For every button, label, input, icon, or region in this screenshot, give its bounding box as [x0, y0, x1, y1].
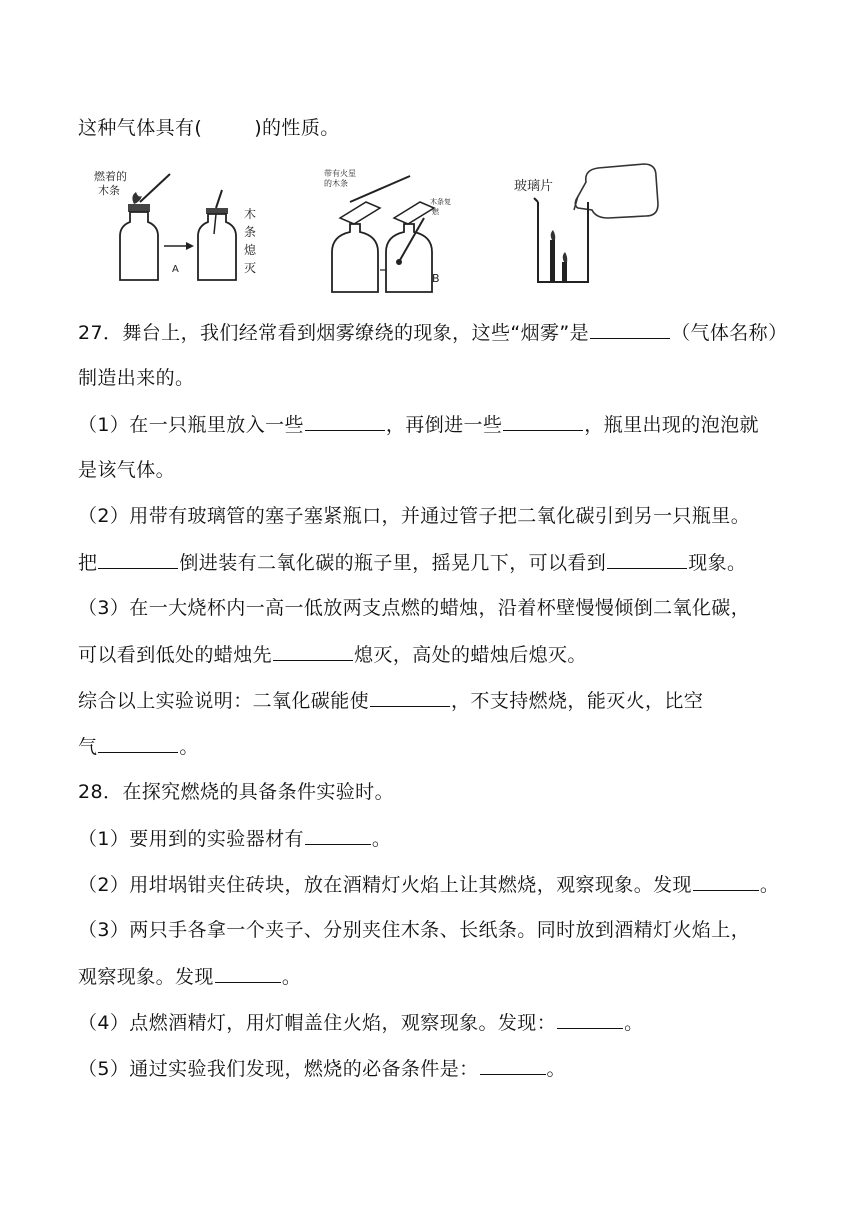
q27-text: 熄灭，高处的蜡烛后熄灭。	[354, 644, 587, 666]
letter-a: A	[172, 264, 179, 275]
label-a-right-3: 熄	[244, 243, 257, 257]
q28-part3-cont	[78, 964, 301, 989]
q28-part1	[78, 826, 391, 851]
q28-text: 。	[371, 828, 392, 850]
q27-part3: （3）在一大烧杯内一高一低放两支点燃的蜡烛，沿着杯壁慢慢倾倒二氧化碳，	[78, 597, 751, 619]
intro-line	[78, 116, 340, 140]
q27-text: 把	[78, 552, 98, 574]
answer-blank[interactable]	[370, 688, 450, 707]
label-a-left-2: 木条	[98, 184, 120, 197]
q28-text: （2）用坩埚钳夹住砖块，放在酒精灯火焰上让其燃烧，观察现象。发现	[78, 874, 692, 896]
answer-blank[interactable]	[693, 872, 759, 891]
q27-line2: 制造出来的。	[78, 367, 195, 389]
label-a-left-1: 燃着的	[94, 170, 127, 183]
answer-blank[interactable]	[607, 550, 687, 569]
q27-text: 综合以上实验说明：二氧化碳能使	[78, 690, 370, 712]
letter-b: B	[432, 272, 440, 285]
q27-part2: （2）用带有玻璃管的塞子塞紧瓶口，并通过管子把二氧化碳引到另一只瓶里。	[78, 505, 751, 527]
intro-text-after: )的性质。	[254, 117, 340, 139]
q27-part2-cont	[78, 550, 746, 575]
answer-blank[interactable]	[480, 1056, 546, 1075]
q27-text: ，再倒进一些	[385, 414, 503, 436]
q28-part2	[78, 872, 779, 897]
intro-text-before: 这种气体具有(	[78, 117, 203, 139]
answer-blank[interactable]	[98, 734, 178, 753]
q28-text: 。	[624, 1012, 644, 1034]
q28-text: （4）点燃酒精灯，用灯帽盖住火焰，观察现象。发现：	[78, 1012, 557, 1034]
label-a-right-1: 木	[244, 207, 257, 221]
label-a-right-4: 灭	[244, 261, 257, 275]
q27-summary-cont	[78, 734, 199, 759]
label-a-right-2: 条	[244, 225, 257, 239]
q28-part4	[78, 1010, 644, 1035]
q27-text: ，瓶里出现的泡泡就	[584, 414, 759, 436]
label-b-left-1: 带有火星	[324, 169, 356, 178]
q28-text: 。	[759, 874, 780, 896]
answer-blank[interactable]	[503, 412, 583, 431]
label-b-left-2: 的木条	[324, 179, 348, 188]
q28-text: 观察现象。发现	[78, 966, 214, 988]
answer-blank[interactable]	[98, 550, 178, 569]
q27-part3-cont	[78, 642, 587, 667]
label-b-right-2: 燃	[432, 208, 439, 216]
q28-part5	[78, 1056, 566, 1081]
answer-blank[interactable]	[215, 964, 281, 983]
q27-text: 现象。	[688, 552, 747, 574]
q28-text: （1）要用到的实验器材有	[78, 828, 304, 850]
answer-blank[interactable]	[590, 320, 670, 339]
q28-text: （5）通过实验我们发现，燃烧的必备条件是：	[78, 1058, 479, 1080]
q27-text: （气体名称）	[671, 322, 788, 344]
answer-blank[interactable]	[557, 1010, 623, 1029]
q27-text: 气	[78, 736, 98, 758]
q28-title: 28．在探究燃烧的具备条件实验时。	[78, 781, 394, 803]
q27-text: ，不支持燃烧，能灭火，比空	[451, 690, 704, 712]
experiment-c-illustration	[458, 160, 668, 300]
q28-text: 。	[281, 966, 302, 988]
answer-blank[interactable]	[305, 412, 385, 431]
q27-part1	[78, 412, 759, 437]
q27-text: （1）在一只瓶里放入一些	[78, 414, 304, 436]
answer-blank[interactable]	[305, 826, 371, 845]
label-b-right-1: 木条复	[430, 198, 451, 206]
q27-text: 可以看到低处的蜡烛先	[78, 644, 273, 666]
q27-summary	[78, 688, 703, 713]
q28-part3: （3）两只手各拿一个夹子、分别夹住木条、长纸条。同时放到酒精灯火焰上，	[78, 919, 751, 941]
answer-blank[interactable]	[273, 642, 353, 661]
experiment-figure	[90, 160, 790, 300]
q27-text: 27．舞台上，我们经常看到烟雾缭绕的现象，这些“烟雾”是	[78, 322, 590, 344]
q27-text: 倒进装有二氧化碳的瓶子里，摇晃几下，可以看到	[179, 552, 607, 574]
label-c: 玻璃片	[514, 179, 554, 194]
q27-part1-cont: 是该气体。	[78, 459, 176, 481]
experiment-a-illustration	[90, 160, 270, 300]
q27-text: 。	[179, 736, 199, 758]
q28-text: 。	[546, 1058, 566, 1080]
q27-line1	[78, 320, 787, 345]
